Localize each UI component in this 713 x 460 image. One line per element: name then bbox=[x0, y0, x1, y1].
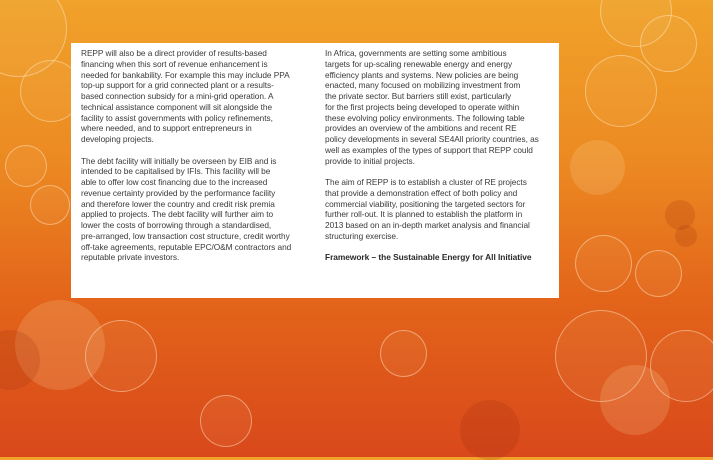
bokeh-circle bbox=[640, 15, 697, 72]
bokeh-circle bbox=[30, 185, 70, 225]
bokeh-circle bbox=[665, 200, 695, 230]
right-column bbox=[325, 48, 550, 298]
left-paragraph-2: The debt facility will initially be overseen by EIB and is intended to be capitalised by IFIs. This facility will be able to offer low cost financing due to the increased revenue certainty provided by the performance facility and therefore lower the country and credit risk premia applied to projects. The debt facility will further aim to lower the costs of borrowing through a standardised, pre-arranged, low transaction cost structure, credit worthy off-take agreements, reputable EPC/O&M contractors and reputable private investors. bbox=[81, 155, 292, 263]
bokeh-circle bbox=[600, 0, 672, 47]
right-paragraph-1: In Africa, governments are setting some ambitious targets for up-scaling renewable energy and energy efficiency plants and systems. New policies are being enacted, many focused on mobilizing investment from the private sector. But barriers still exist, particularly for the first projects being developed to operate within these evolving policy environments. The following table provides an overview of the ambitions and recent RE policy developments in several SE4All priority countries, as well as examples of the types of support that REPP could provide to initial projects. bbox=[325, 48, 539, 166]
bokeh-circle bbox=[15, 300, 105, 390]
right-paragraph-2: The aim of REPP is to establish a cluster of RE projects that provide a demonstration effect of both policy and commercial viability, positioning the targeted sectors for further roll-out. It is planned to establish the platform in 2013 based on an in-depth market analysis and financial structuring exercise. bbox=[325, 177, 530, 241]
bokeh-circle bbox=[380, 330, 427, 377]
bokeh-circle bbox=[575, 235, 632, 292]
bokeh-circle bbox=[585, 55, 657, 127]
bokeh-circle bbox=[570, 140, 625, 195]
bokeh-circle bbox=[5, 145, 47, 187]
text-panel bbox=[71, 43, 559, 298]
left-paragraph-1: REPP will also be a direct provider of results-based financing when this sort of revenue enhancement is needed for bankability. For example this may include PPA top-up support for a grid connected plant or a results- based connection subsidy for a mini-grid operation. A technical assistance component will sit alongside the facility to assist governments with policy refinements, where needed, and to support entrepreneurs in developing projects. bbox=[81, 48, 290, 144]
bokeh-circle bbox=[600, 365, 670, 435]
bokeh-circle bbox=[460, 400, 520, 460]
left-column bbox=[81, 48, 306, 298]
bokeh-circle bbox=[0, 330, 40, 390]
bokeh-circle bbox=[675, 225, 697, 247]
bokeh-circle bbox=[635, 250, 682, 297]
bokeh-circle bbox=[650, 330, 713, 402]
bokeh-circle bbox=[0, 0, 67, 77]
section-heading: Framework – the Sustainable Energy for All Initiative bbox=[325, 252, 532, 263]
bokeh-circle bbox=[555, 310, 647, 402]
bokeh-circle bbox=[200, 395, 252, 447]
bokeh-circle bbox=[85, 320, 157, 392]
